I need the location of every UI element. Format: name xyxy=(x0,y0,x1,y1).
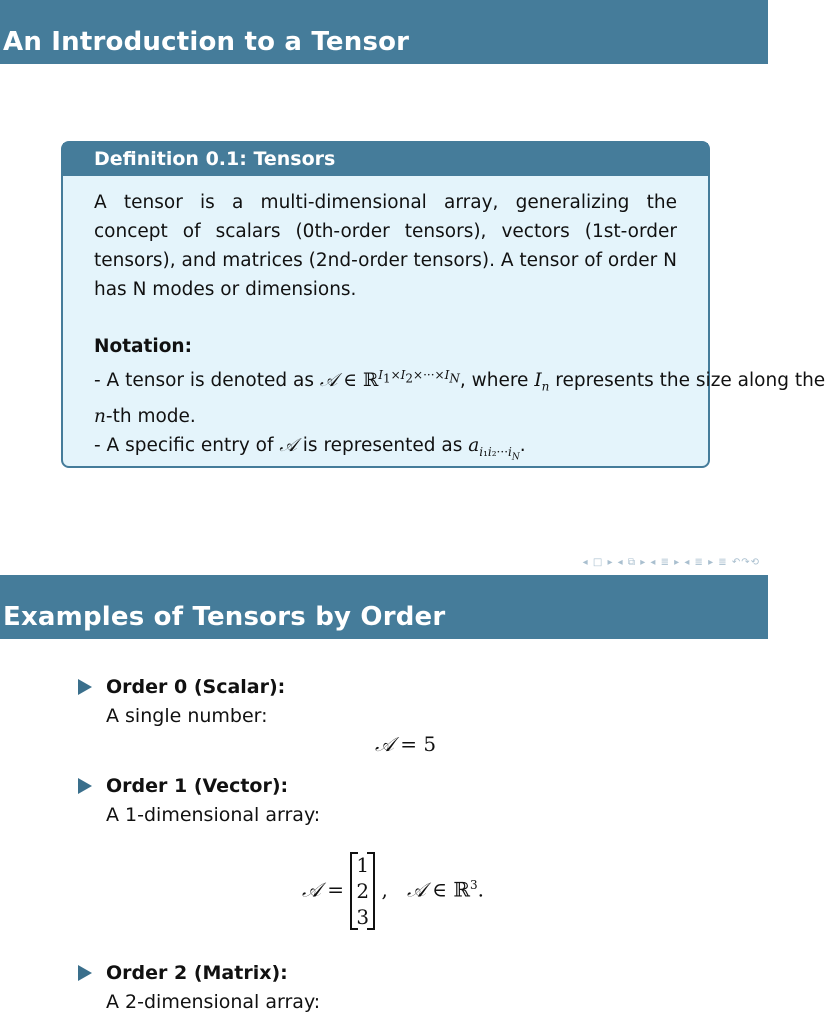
notation-line-2-mid: is represented as xyxy=(296,434,469,456)
frame-title-bar xyxy=(0,0,768,64)
vector-entry: 2 xyxy=(356,879,370,903)
notation-line-1-suffix: , where xyxy=(459,370,535,392)
definition-paragraph: A tensor is a multi-dimensional array, generalizing the concept of scalars (0th-order tensors), vectors (1st-order tensors), and matrices (2nd-order tensors). A tensor of order N has N modes or dimensions. xyxy=(94,192,677,300)
notation-title: Notation: xyxy=(94,336,192,357)
vector-equation: 𝒜 = 1 2 3 , 𝒜 ∈ ℝ$^3$. xyxy=(302,853,484,929)
slide-title: Examples of Tensors by Order xyxy=(3,602,446,632)
vector-entry: 3 xyxy=(356,905,370,929)
item-label: Order 2 (Matrix): xyxy=(106,962,288,984)
tensor-space-formula: 𝒜 ∈ ℝ$^{I_1\times I_2\times\cdot\cdot\cdot\times I_N}$ xyxy=(319,368,460,392)
bullet-triangle-icon xyxy=(78,965,92,981)
notation-line-1-tail: -th mode. xyxy=(105,405,196,427)
item-description: A 1-dimensional array: xyxy=(106,804,321,826)
scalar-value: 5 xyxy=(423,732,437,756)
notation-line-1 xyxy=(94,361,825,402)
item-description: A 2-dimensional array: xyxy=(106,991,321,1013)
scalar-equation: 𝒜 = 5 xyxy=(375,732,437,756)
item-label: Order 0 (Scalar): xyxy=(106,676,286,698)
item-description: A single number: xyxy=(106,705,268,727)
mode-size-symbol: $I_n$ xyxy=(534,370,550,394)
slide-2 xyxy=(0,575,768,1024)
notation-line-2-end: . xyxy=(519,434,526,456)
notation-line-1-continued xyxy=(94,402,677,431)
notation-line-1-prefix: - A tensor is denoted as xyxy=(94,370,320,392)
definition-title: Definition 0.1: Tensors xyxy=(94,148,336,170)
bullet-triangle-icon xyxy=(78,778,92,794)
item-label: Order 1 (Vector): xyxy=(106,775,289,797)
notation-line-1-end: represents the size along the xyxy=(549,370,825,392)
definition-body xyxy=(94,188,825,472)
vector-matrix xyxy=(350,852,375,930)
entry-formula: $a_{i_1i_2\cdot\cdot\cdot i_N}$ xyxy=(468,434,520,462)
bullet-triangle-icon xyxy=(78,679,92,695)
frame-title-bar xyxy=(0,575,768,639)
beamer-navigation-icons[interactable]: ◂ □ ▸ ◂ ⧉ ▸ ◂ ≣ ▸ ◂ ≣ ▸ ≣ ↶↷⟲ xyxy=(582,557,760,568)
vector-entry: 1 xyxy=(356,853,370,877)
tensor-symbol: 𝒜 xyxy=(279,434,297,456)
mode-index-symbol: n xyxy=(94,405,106,427)
definition-block xyxy=(61,141,825,468)
notation-line-2-prefix: - A specific entry of xyxy=(94,434,280,456)
vector-dimension: 3 xyxy=(470,877,478,892)
definition-header xyxy=(63,143,708,176)
notation-line-2 xyxy=(94,431,677,472)
slide-title: An Introduction to a Tensor xyxy=(3,27,410,57)
